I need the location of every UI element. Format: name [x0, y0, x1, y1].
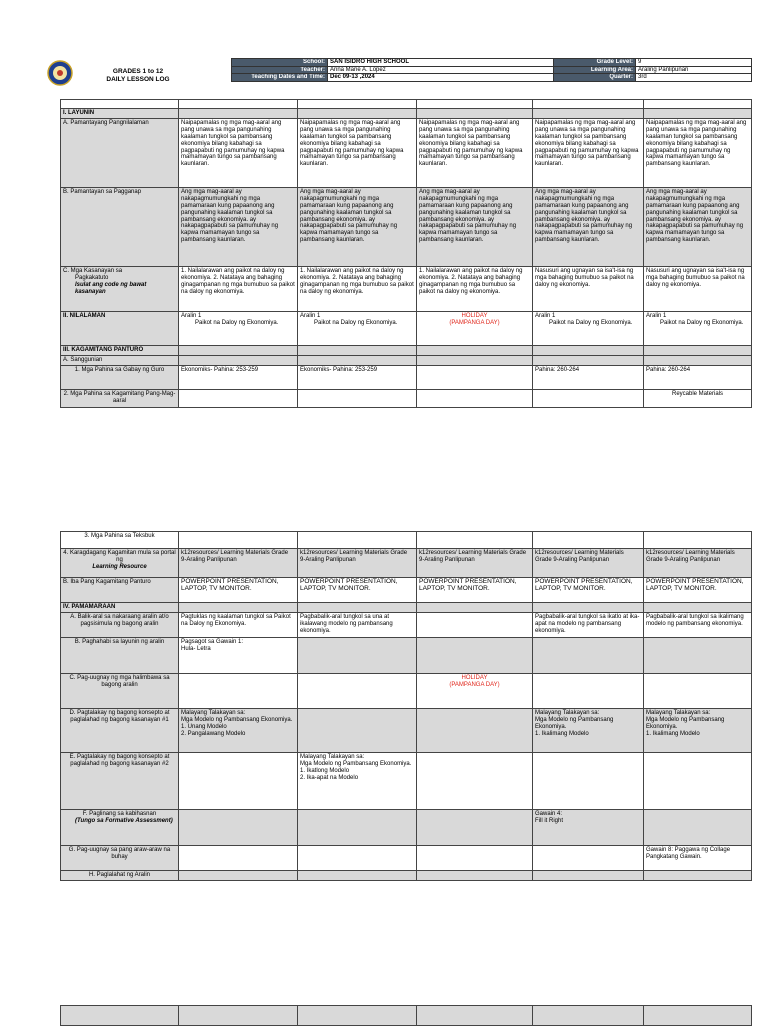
header-info-table [231, 58, 752, 82]
aralin-topic: Paikot na Daloy ng Ekonomiya. [660, 319, 744, 326]
pagganap-cell: Ang mga mag-aaral ay nakapagmumungkahi ng mga pamamaraan kung papaanong ang pangunahing kaalaman tungkol sa pambansang ekonomiya. ay nakapagpapabuti sa pamumuhay ng kapwa mamamayan tungo sa pambansang kaunlaran. [533, 187, 644, 266]
grade-value: 9 [636, 59, 752, 67]
kasanayan-label-note: Isulat ang code ng bawat kasanayan [75, 281, 147, 295]
kasanayan-cell: 1. Nailalarawan ang paikot na daloy ng ekonomiya. 2. Natataya ang bahaging ginagampanan ng mga bumubuo sa paikot na daloy ng ekonomiya. [298, 266, 417, 311]
g-cell: Gawain 8: Paggawa ng Collage Pangkatang Gawain. [644, 845, 752, 870]
e-label: E. Pagtalakay ng bagong konsepto at paglalahad ng bagong kasanayan #2 [61, 752, 179, 809]
kasanayan-cell: 1. Nailalarawan ang paikot na daloy ng ekonomiya. 2. Natataya ang bahaging ginagampanan ng mga bumubuo sa paikot na daloy ng ekonomiya. [179, 266, 298, 311]
d-line: 1. Ikalimang Modelo [535, 730, 589, 737]
karagdagan-label-note: Learning Resource [92, 563, 147, 570]
e-line: 2. Ika-apat na Modelo [300, 774, 359, 781]
d-line: 2. Pangalawang Modelo [181, 730, 246, 737]
kasanayan-label-line1: C. Mga Kasanayan sa [63, 267, 123, 274]
paghahabi-line1: Pagsagot sa Gawain 1: [181, 638, 244, 645]
pamantayang-cell: Naipapamalas ng mga mag-aaral ang pang unawa sa mga pangunahing kaalaman tungkol sa pambansang ekonomiya bilang kabahagi sa pagpapabuti ng pamumuhay ng kapwa mamamayan tungo sa pambansang kaunlaran. [417, 118, 533, 187]
pag-uugnay-label: C. Pag-uugnay ng mga halimbawa sa bagong aralin [61, 673, 179, 708]
kasanayan-label [61, 266, 179, 311]
iba-cell: POWERPOINT PRESENTATION, LAPTOP, TV MONITOR. [644, 578, 752, 603]
pamantayang-cell: Naipapamalas ng mga mag-aaral ang pang unawa sa mga pangunahing kaalaman tungkol sa pambansang ekonomiya bilang kabahagi sa pagpapabuti ng pamumuhay ng kapwa mamamayan tungo sa pambansang kaunlaran. [533, 118, 644, 187]
f-line: Gawain 4: [535, 810, 563, 817]
f-label-note: (Tungo sa Formative Assessment) [75, 817, 173, 824]
f-line: Fill it Right [535, 817, 564, 824]
quarter-value: 3rd [636, 74, 752, 82]
f-label [61, 809, 179, 845]
holiday-name: (PAMPANGA DAY) [449, 681, 500, 688]
area-value: Araling Panlipunan [636, 66, 752, 74]
sanggunian-label: A. Sanggunian [61, 355, 179, 365]
karagdagan-cell: k12resources/ Learning Materials Grade 9-Araling Panlipunan [179, 549, 298, 578]
title-line-1: GRADES 1 to 12 [112, 68, 164, 75]
iba-cell: POWERPOINT PRESENTATION, LAPTOP, TV MONITOR. [179, 578, 298, 603]
karagdagan-cell: k12resources/ Learning Materials Grade 9-Araling Panlipunan [533, 549, 644, 578]
teksbuk-label: 3. Mga Pahina sa Teksbuk [61, 532, 179, 549]
karagdagan-cell: k12resources/ Learning Materials Grade 9-Araling Panlipunan [298, 549, 417, 578]
nilalaman-cell [298, 311, 417, 345]
h-label: H. Paglalahat ng Aralin [61, 870, 179, 880]
dates-value: Dec 09-13 ,2024 [328, 74, 554, 82]
grade-label: Grade Level: [554, 59, 636, 67]
nilalaman-label: II. NILALAMAN [61, 311, 179, 345]
e-line: Mga Modelo ng Pambansang Ekonomiya. [300, 760, 412, 767]
holiday-label: HOLIDAY [461, 312, 488, 319]
d-cell [533, 708, 644, 752]
aralin-topic: Paikot na Daloy ng Ekonomiya. [314, 319, 398, 326]
school-value: SAN ISIDRO HIGH SCHOOL [328, 59, 554, 67]
paghahabi-label: B. Paghahabi sa layunin ng aralin [61, 637, 179, 673]
karagdagan-cell: k12resources/ Learning Materials Grade 9-Araling Panlipunan [644, 549, 752, 578]
d-label: D. Pagtalakay ng bagong konsepto at paglalahad ng bagong kasanayan #1 [61, 708, 179, 752]
aralin-number: Aralin 1 [181, 312, 202, 319]
g-label: G. Pag-uugnay sa pang araw-araw na buhay [61, 845, 179, 870]
kagamitan2-label: 2. Mga Pahina sa Kagamitang Pang-Mag-aaral [61, 389, 179, 407]
d-line: Mga Modelo ng Pambansang Ekonomiya. [646, 716, 725, 730]
d-line: Mga Modelo ng Pambansang Ekonomiya. [535, 716, 614, 730]
pagganap-cell: Ang mga mag-aaral ay nakapagmumungkahi ng mga pamamaraan kung papaanong ang pangunahing kaalaman tungkol sa pambansang ekonomiya. ay nakapagpapabuti sa pamumuhay ng kapwa mamamayan tungo sa pambansang kaunlaran. [644, 187, 752, 266]
layunin-heading: I. LAYUNIN [61, 109, 179, 119]
kagamitan2-cell: Reycable Materials [644, 389, 752, 407]
pagganap-cell: Ang mga mag-aaral ay nakapagmumungkahi ng mga pamamaraan kung papaanong ang pangunahing kaalaman tungkol sa pambansang ekonomiya. ay nakapagpapabuti sa pamumuhay ng kapwa mamamayan tungo sa pambansang kaunlaran. [417, 187, 533, 266]
d-line: Malayang Talakayan sa: [535, 709, 600, 716]
d-cell [179, 708, 298, 752]
area-label: Learning Area: [554, 66, 636, 74]
gabay-cell: Ekonomiks- Pahina: 253-259 [298, 365, 417, 389]
pamamaraan-heading: IV. PAMAMARAAN [61, 603, 179, 613]
paghahabi-line2: Hula- Letra [181, 645, 211, 652]
form-title [76, 68, 200, 83]
kasanayan-cell: Nasusuri ang ugnayan sa isa't-isa ng mga bahaging bumubuo sa paikot na daloy ng ekonomiya. [533, 266, 644, 311]
aralin-topic: Paikot na Daloy ng Ekonomiya. [195, 319, 279, 326]
nilalaman-cell [179, 311, 298, 345]
f-label-text: F. Paglinang sa kabihasnan [82, 810, 157, 817]
teacher-label: Teacher: [232, 66, 328, 74]
paghahabi-cell [179, 637, 298, 673]
pagganap-cell: Ang mga mag-aaral ay nakapagmumungkahi ng mga pamamaraan kung papaanong ang pangunahing kaalaman tungkol sa pambansang ekonomiya. ay nakapagpapabuti sa pamumuhay ng kapwa mamamayan tungo sa pambansang kaunlaran. [298, 187, 417, 266]
pagganap-cell: Ang mga mag-aaral ay nakapagmumungkahi ng mga pamamaraan kung papaanong ang pangunahing kaalaman tungkol sa pambansang ekonomiya. ay nakapagpapabuti sa pamumuhay ng kapwa mamamayan tungo sa pambansang kaunlaran. [179, 187, 298, 266]
iba-cell: POWERPOINT PRESENTATION, LAPTOP, TV MONITOR. [533, 578, 644, 603]
pamantayang-cell: Naipapamalas ng mga mag-aaral ang pang unawa sa mga pangunahing kaalaman tungkol sa pambansang ekonomiya bilang kabahagi sa pagpapabuti ng pamumuhay ng kapwa mamamayan tungo sa pambansang kaunlaran. [644, 118, 752, 187]
e-cell [298, 752, 417, 809]
lesson-table-3 [60, 1005, 752, 1026]
kasanayan-cell: 1. Nailalarawan ang paikot na daloy ng ekonomiya. 2. Natataya ang bahaging ginagampanan ng mga bumubuo sa paikot na daloy ng ekonomiya. [417, 266, 533, 311]
quarter-label: Quarter: [554, 74, 636, 82]
gabay-label: 1. Mga Pahina sa Gabay ng Guro [61, 365, 179, 389]
school-label: School: [232, 59, 328, 67]
holiday-name: (PAMPANGA DAY) [449, 319, 500, 326]
nilalaman-cell [533, 311, 644, 345]
nilalaman-cell [644, 311, 752, 345]
gabay-cell [417, 365, 533, 389]
aralin-number: Aralin 1 [300, 312, 321, 319]
gabay-cell: Pahina: 260-264 [644, 365, 752, 389]
d-line: 1. Ikalimang Modelo [646, 730, 700, 737]
holiday-cell [417, 311, 533, 345]
e-line: Malayang Talakayan sa: [300, 753, 365, 760]
karagdagan-cell: k12resources/ Learning Materials Grade 9-Araling Panlipunan [417, 549, 533, 578]
teacher-value: Anna Marie A. Lopez [328, 66, 554, 74]
aralin-topic: Paikot na Daloy ng Ekonomiya. [549, 319, 633, 326]
kasanayan-cell: Nasusuri ang ugnayan sa isa't-isa ng mga bahaging bumubuo sa paikot na daloy ng ekonomiya. [644, 266, 752, 311]
balik-cell: Pagbabalik-aral tungkol sa ikalimang modelo ng pambansang ekonomiya. [644, 612, 752, 637]
pamantayang-cell: Naipapamalas ng mga mag-aaral ang pang unawa sa mga pangunahing kaalaman tungkol sa pambansang ekonomiya bilang kabahagi sa pagpapabuti ng pamumuhay ng kapwa mamamayan tungo sa pambansang kaunlaran. [298, 118, 417, 187]
d-line: Mga Modelo ng Pambansang Ekonomiya. [181, 716, 293, 723]
pamantayang-cell: Naipapamalas ng mga mag-aaral ang pang unawa sa mga pangunahing kaalaman tungkol sa pambansang ekonomiya bilang kabahagi sa pagpapabuti ng pamumuhay ng kapwa mamamayan tungo sa pambansang kaunlaran. [179, 118, 298, 187]
title-line-2: DAILY LESSON LOG [106, 75, 170, 83]
e-line: 1. Ikatlong Modelo [300, 767, 350, 774]
d-line: Malayang Talakayan sa: [181, 709, 246, 716]
balik-cell [417, 612, 533, 637]
lesson-table-2 [60, 531, 752, 881]
balik-label: A. Balik-aral sa nakaraang aralin at/o pagsisimula ng bagong aralin [61, 612, 179, 637]
iba-cell: POWERPOINT PRESENTATION, LAPTOP, TV MONITOR. [417, 578, 533, 603]
holiday-label: HOLIDAY [461, 674, 488, 681]
balik-cell: Pagbabalik-aral tungkol sa una at ikalawang modelo ng pambansang ekonomiya. [298, 612, 417, 637]
d-line: Malayang Talakayan sa: [646, 709, 711, 716]
balik-cell: Pagbabalik-aral tungkol sa ikatlo at ika-apat na modelo ng pambansang ekonomiya. [533, 612, 644, 637]
deped-seal-icon [47, 60, 73, 86]
kagamitan-heading: III. KAGAMITANG PANTURO [61, 345, 179, 355]
gabay-cell: Pahina: 260-264 [533, 365, 644, 389]
dates-label: Teaching Dates and Time: [232, 74, 328, 82]
gabay-cell: Ekonomiks- Pahina: 253-259 [179, 365, 298, 389]
pamantayang-label: A. Pamantayang Pangnilalaman [61, 118, 179, 187]
d-line: 1. Unang Modelo [181, 723, 227, 730]
kasanayan-label-line2: Pagkakatuto [75, 274, 109, 281]
iba-cell: POWERPOINT PRESENTATION, LAPTOP, TV MONITOR. [298, 578, 417, 603]
karagdagan-label [61, 549, 179, 578]
lesson-table-1 [60, 99, 752, 408]
aralin-number: Aralin 1 [646, 312, 667, 319]
pagganap-label: B. Pamantayan sa Pagganap [61, 187, 179, 266]
f-cell [533, 809, 644, 845]
holiday-cell [417, 673, 533, 708]
aralin-number: Aralin 1 [535, 312, 556, 319]
iba-label: B. Iba Pang Kagamitang Panturo [61, 578, 179, 603]
d-cell [644, 708, 752, 752]
balik-cell: Pagtuklas ng kaalaman tungkol sa Paikot na Daloy ng Ekonomiya. [179, 612, 298, 637]
karagdagan-label-text: 4. Karagdagang Kagamitan mula sa portal ng [63, 550, 176, 563]
